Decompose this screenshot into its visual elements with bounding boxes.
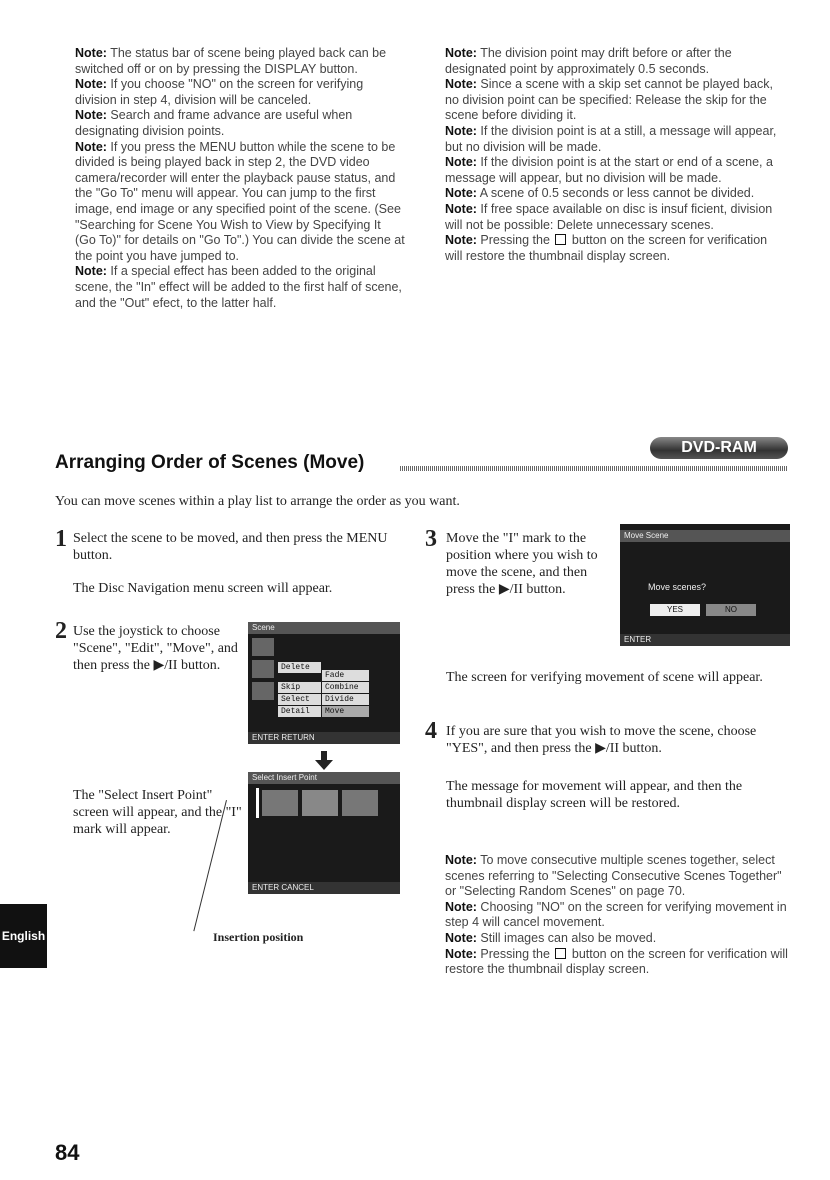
note: Note: Still images can also be moved. bbox=[445, 930, 657, 945]
section-intro: You can move scenes within a play list to arrange the order as you want. bbox=[55, 494, 460, 509]
scene-thumbnail bbox=[302, 790, 338, 816]
note: Note: A scene of 0.5 seconds or less cannot be divided. bbox=[445, 186, 755, 201]
title-rule bbox=[400, 466, 788, 471]
yes-option[interactable]: YES bbox=[650, 604, 700, 616]
note: Note: If a special effect has been added to the original scene, the "In" effect will be added to the first half of scene, and the "Out" efect, to the latter half. bbox=[75, 264, 402, 310]
insert-mark-icon bbox=[256, 788, 259, 818]
step-1-text bbox=[73, 530, 413, 597]
language-tab: English bbox=[0, 904, 47, 968]
menu-item-select[interactable]: Select bbox=[278, 694, 321, 705]
menu-screen bbox=[248, 622, 400, 744]
submenu-item-divide[interactable]: Divide bbox=[322, 694, 369, 705]
submenu-item-combine[interactable]: Combine bbox=[322, 682, 369, 693]
screen-message: Move scenes? bbox=[648, 582, 707, 592]
step-instruction: Use the joystick to choose "Scene", "Edit", "Move", and then press the ▶/II button. bbox=[73, 624, 238, 673]
submenu-item-fade[interactable]: Fade bbox=[322, 670, 369, 681]
note: Note: Since a scene with a skip set cannot be played back, no division point can be specified: Release the skip for the scene before dividing it. bbox=[445, 77, 773, 123]
top-left-notes bbox=[75, 46, 405, 311]
submenu-item-move[interactable]: Move bbox=[322, 706, 369, 717]
select-insert-point-screen bbox=[248, 772, 400, 894]
step-3-text: Move the "I" mark to the position where you wish to move the scene, and then press the ▶/II button. bbox=[446, 531, 598, 597]
down-arrow-icon bbox=[315, 760, 333, 770]
note: Note: The division point may drift before or after the designated point by approximately 0.5 seconds. bbox=[445, 46, 732, 76]
cancel-button-icon bbox=[555, 234, 566, 245]
screen-title: Select Insert Point bbox=[248, 772, 400, 784]
note: Note: If free space available on disc is insuf ficient, division will not be possible: Delete unnecessary scenes. bbox=[445, 201, 773, 232]
step-3-result: The screen for verifying movement of scene will appear. bbox=[446, 670, 763, 685]
note: Note: To move consecutive multiple scenes together, select scenes referring to "Selecting Consecutive Scenes Together" or "Selecting Random Scenes" on page 70. bbox=[445, 853, 782, 899]
cancel-button-icon bbox=[555, 948, 566, 959]
note: Note: The status bar of scene being played back can be switched off or on by pressing the DISPLAY button. bbox=[75, 46, 387, 76]
step-number: 4 bbox=[425, 718, 437, 744]
step-instruction: Select the scene to be moved, and then press the MENU button. bbox=[73, 531, 388, 563]
scene-thumbnail bbox=[252, 638, 274, 656]
step-number: 1 bbox=[55, 526, 67, 552]
step-2-result: The "Select Insert Point" screen will appear, and the "I" mark will appear. bbox=[73, 788, 242, 837]
menu-item-detail[interactable]: Detail bbox=[278, 706, 321, 717]
scene-thumbnail bbox=[252, 660, 274, 678]
bottom-notes bbox=[445, 853, 790, 978]
scene-thumbnail bbox=[262, 790, 298, 816]
figure-caption: Insertion position bbox=[213, 930, 304, 944]
screen-footer: ENTER RETURN bbox=[248, 732, 400, 744]
step-4-result: The message for movement will appear, and then the thumbnail display screen will be restored. bbox=[446, 779, 743, 811]
note: Note: Choosing "NO" on the screen for verifying movement in step 4 will cancel movement. bbox=[445, 899, 787, 930]
scene-thumbnail bbox=[342, 790, 378, 816]
screen-title: Scene bbox=[248, 622, 400, 634]
screen-title: Move Scene bbox=[620, 530, 790, 542]
top-right-notes bbox=[445, 46, 785, 264]
note: Note: Pressing the button on the screen for verification will restore the thumbnail display screen. bbox=[445, 946, 788, 977]
menu-item-skip[interactable]: Skip bbox=[278, 682, 321, 693]
step-number: 3 bbox=[425, 526, 437, 552]
screen-footer: ENTER bbox=[620, 634, 790, 646]
verify-move-screen bbox=[620, 524, 790, 646]
scene-thumbnail bbox=[252, 682, 274, 700]
section-title: Arranging Order of Scenes (Move) bbox=[55, 452, 365, 473]
note: Note: If you press the MENU button while the scene to be divided is being played back in step 2, the DVD video camera/recorder will enter the playback pause status, and the "Go To" menu will appear. You can jump to the first image, end image or any specified point of the scene. (See "Searching for Scene You Wish to View by Specifying It (Go To)" for details on "Go To".) You can divide the scene at the point you have jumped to. bbox=[75, 139, 405, 263]
note: Note: If you choose "NO" on the screen for verifying division in step 4, division will be canceled. bbox=[75, 77, 364, 107]
note: Note: If the division point is at the start or end of a scene, a message will appear, but no division will be made. bbox=[445, 155, 773, 185]
page-number: 84 bbox=[55, 1140, 80, 1165]
note: Note: If the division point is at a still, a message will appear, but no division will be made. bbox=[445, 123, 777, 154]
step-2-text bbox=[73, 623, 243, 674]
menu-item-delete[interactable]: Delete bbox=[278, 662, 321, 673]
step-result: The Disc Navigation menu screen will appear. bbox=[73, 581, 333, 596]
step-number: 2 bbox=[55, 618, 67, 644]
screen-footer: ENTER CANCEL bbox=[248, 882, 400, 894]
no-option[interactable]: NO bbox=[706, 604, 756, 616]
note: Note: Pressing the button on the screen for verification will restore the thumbnail display screen. bbox=[445, 233, 768, 263]
dvd-ram-badge: DVD-RAM bbox=[650, 437, 788, 459]
step-4-text: If you are sure that you wish to move the scene, choose "YES", and then press the ▶/II button. bbox=[446, 724, 757, 756]
note: Note: Search and frame advance are useful when designating division points. bbox=[75, 108, 353, 138]
